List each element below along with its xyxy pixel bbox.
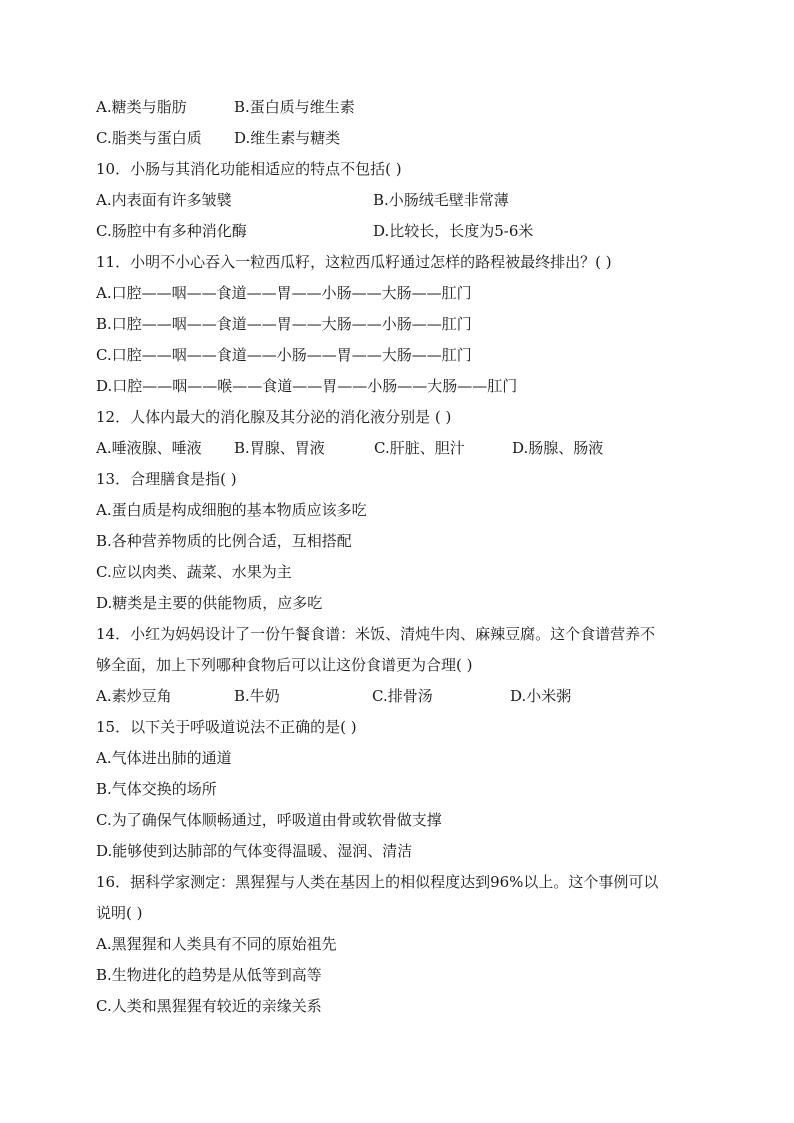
q13-option-a: A.蛋白质是构成细胞的基本物质应该多吃 <box>96 501 367 519</box>
q12-option-a: A.唾液腺、唾液 <box>96 439 202 457</box>
q9-option-a: A.糖类与脂肪 <box>96 98 187 116</box>
q11-option-a: A.口腔——咽——食道——胃——小肠——大肠——肛门 <box>96 284 472 302</box>
q11-stem: 11．小明不小心吞入一粒西瓜籽，这粒西瓜籽通过怎样的路程被最终排出？( ) <box>96 253 612 271</box>
q14-stem-line-1: 14．小红为妈妈设计了一份午餐食谱：米饭、清炖牛肉、麻辣豆腐。这个食谱营养不 <box>96 625 656 643</box>
q9-option-b: B.蛋白质与维生素 <box>234 98 355 116</box>
q9-option-c: C.脂类与蛋白质 <box>96 129 202 147</box>
q16-option-b: B.生物进化的趋势是从低等到高等 <box>96 966 322 984</box>
q12-option-c: C.肝脏、胆汁 <box>374 439 465 457</box>
q12-option-d: D.肠腺、肠液 <box>512 439 604 457</box>
q16-stem-line-2: 说明( ) <box>96 904 143 922</box>
q10-option-c: C.肠腔中有多种消化酶 <box>96 222 247 240</box>
q10-options-row-2 <box>96 216 696 247</box>
q15-option-b: B.气体交换的场所 <box>96 780 217 798</box>
q15-option-d: D.能够使到达肺部的气体变得温暖、湿润、清洁 <box>96 842 413 860</box>
q10-option-d: D.比较长，长度为5-6米 <box>373 222 534 240</box>
q13-option-d: D.糖类是主要的供能物质，应多吃 <box>96 594 323 612</box>
q13-stem: 13．合理膳食是指( ) <box>96 470 237 488</box>
q14-option-d: D.小米粥 <box>510 687 572 705</box>
q14-option-a: A.素炒豆角 <box>96 687 172 705</box>
q10-option-a: A.内表面有许多皱襞 <box>96 191 232 209</box>
q10-stem: 10．小肠与其消化功能相适应的特点不包括( ) <box>96 160 402 178</box>
q14-options-row <box>96 681 696 712</box>
q11-option-d: D.口腔——咽——喉——食道——胃——小肠——大肠——肛门 <box>96 377 518 395</box>
q13-option-b: B.各种营养物质的比例合适，互相搭配 <box>96 532 352 550</box>
q16-option-c: C.人类和黑猩猩有较近的亲缘关系 <box>96 997 322 1015</box>
q9-option-d: D.维生素与糖类 <box>234 129 341 147</box>
q15-stem: 15．以下关于呼吸道说法不正确的是( ) <box>96 718 357 736</box>
q12-stem: 12．人体内最大的消化腺及其分泌的消化液分别是 ( ) <box>96 408 452 426</box>
q9-options-row-2 <box>96 123 696 154</box>
q16-option-a: A.黑猩猩和人类具有不同的原始祖先 <box>96 935 337 953</box>
q14-stem-line-2: 够全面，加上下列哪种食物后可以让这份食谱更为合理( ) <box>96 656 473 674</box>
q12-options-row <box>96 433 696 464</box>
q9-options-row-1 <box>96 92 696 123</box>
q14-option-c: C.排骨汤 <box>372 687 433 705</box>
question-page <box>96 92 696 1022</box>
q15-option-c: C.为了确保气体顺畅通过，呼吸道由骨或软骨做支撑 <box>96 811 442 829</box>
q11-option-c: C.口腔——咽——食道——小肠——胃——大肠——肛门 <box>96 346 472 364</box>
q16-stem-line-1: 16．据科学家测定：黑猩猩与人类在基因上的相似程度达到96%以上。这个事例可以 <box>96 873 659 891</box>
q14-option-b: B.牛奶 <box>234 687 280 705</box>
q10-options-row-1 <box>96 185 696 216</box>
q12-option-b: B.胃腺、胃液 <box>234 439 325 457</box>
q11-option-b: B.口腔——咽——食道——胃——大肠——小肠——肛门 <box>96 315 472 333</box>
q10-option-b: B.小肠绒毛壁非常薄 <box>373 191 509 209</box>
q15-option-a: A.气体进出肺的通道 <box>96 749 232 767</box>
q13-option-c: C.应以肉类、蔬菜、水果为主 <box>96 563 292 581</box>
